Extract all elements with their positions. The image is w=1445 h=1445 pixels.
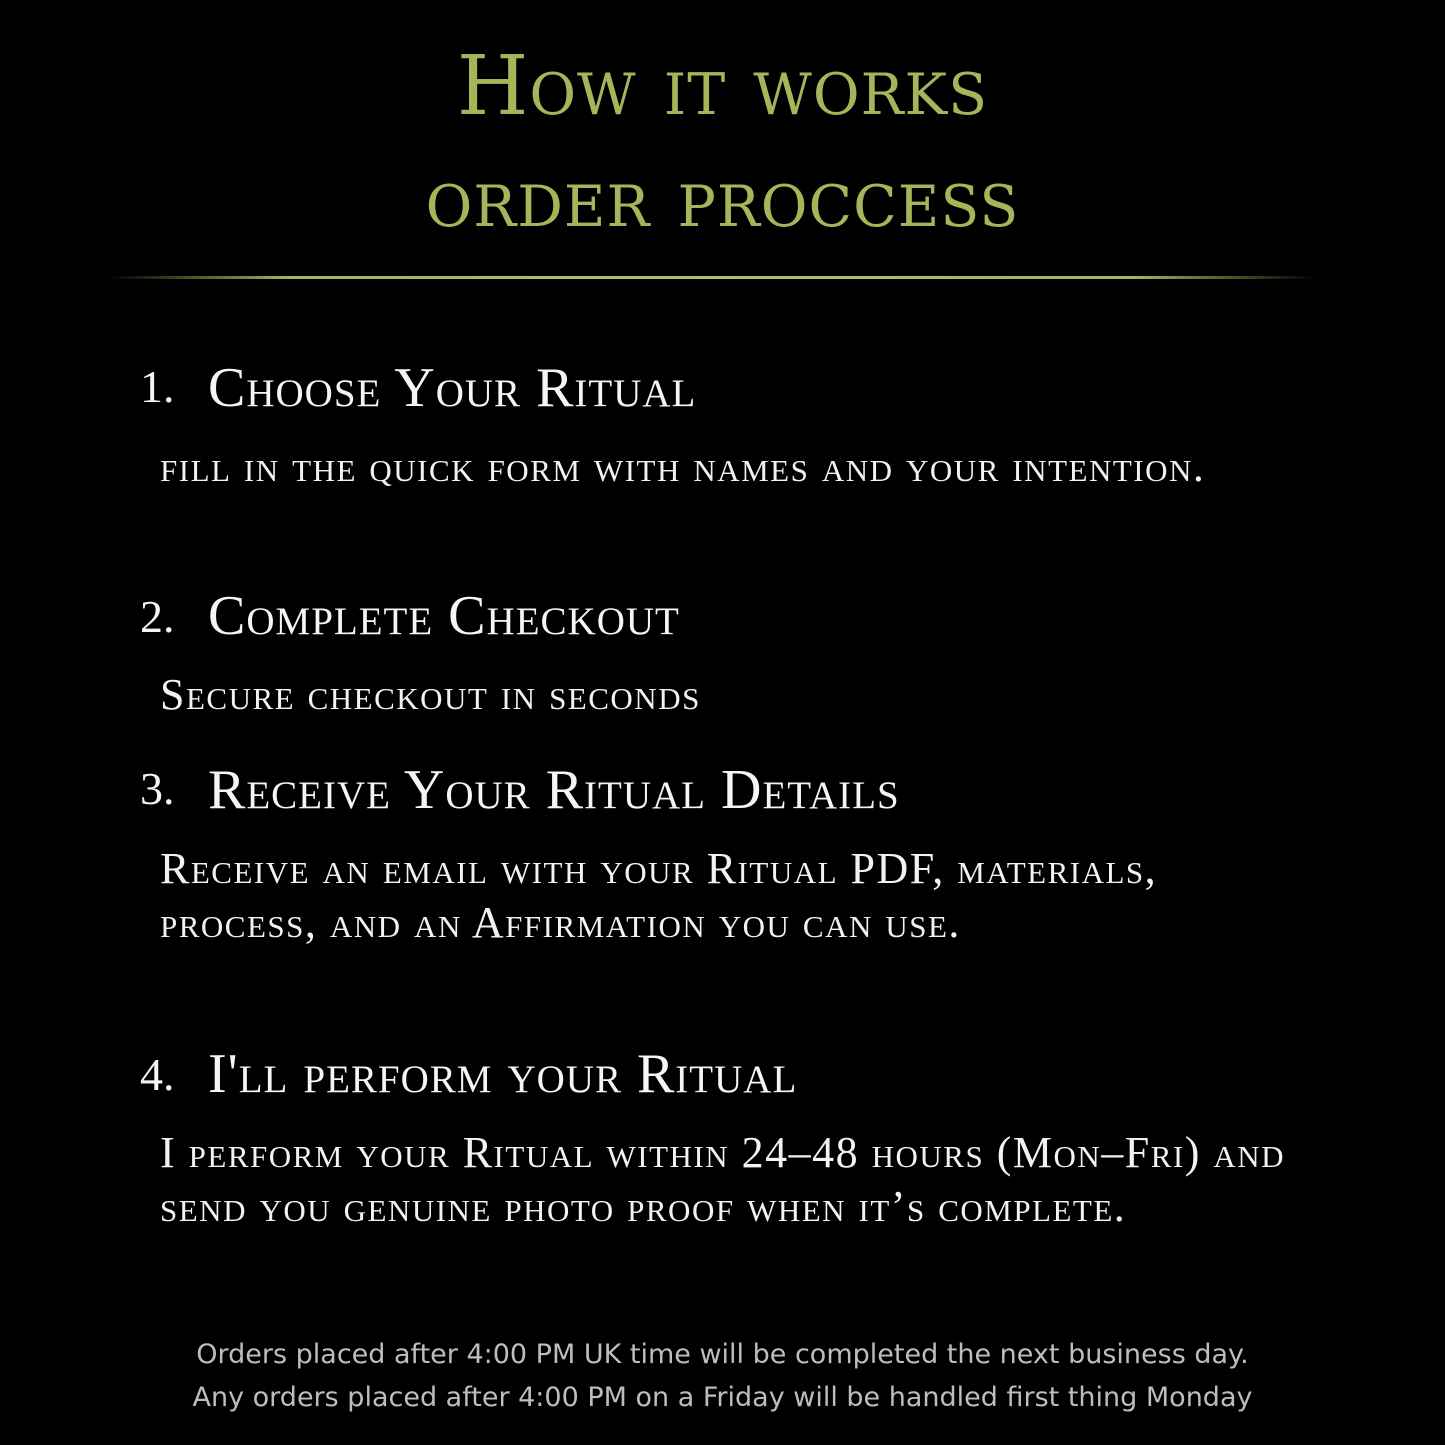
title-divider [110, 276, 1315, 279]
order-cutoff-note-line-2: Any orders placed after 4:00 PM on a Friday will be handled first thing Monday [192, 1382, 1253, 1413]
step-3-number: 3. [140, 763, 175, 814]
step-2-title: Complete Checkout [208, 585, 680, 647]
page-title-line-2: order proccess [425, 151, 1020, 246]
step-4-number: 4. [140, 1049, 175, 1100]
step-1-number: 1. [140, 361, 175, 412]
step-2-description: Secure checkout in seconds [160, 670, 701, 719]
step-2-number: 2. [140, 591, 175, 642]
step-3-description: Receive an email with your Ritual PDF, materials, process, and an Affirmation you can use. [160, 844, 1158, 947]
step-4-description: I perform your Ritual within 24–48 hours (Mon–Fri) and send you genuine photo proof when it’s complete. [160, 1128, 1286, 1231]
page-title-line-1: How it works [456, 39, 989, 134]
order-cutoff-note [0, 1333, 1445, 1419]
step-4-title: I'll perform your Ritual [208, 1043, 798, 1105]
step-3-title: Receive Your Ritual Details [208, 759, 900, 821]
order-cutoff-note-line-1: Orders placed after 4:00 PM UK time will be completed the next business day. [196, 1339, 1249, 1370]
step-1-description: fill in the quick form with names and your intention. [160, 442, 1206, 491]
step-1-title: Choose Your Ritual [208, 357, 697, 419]
